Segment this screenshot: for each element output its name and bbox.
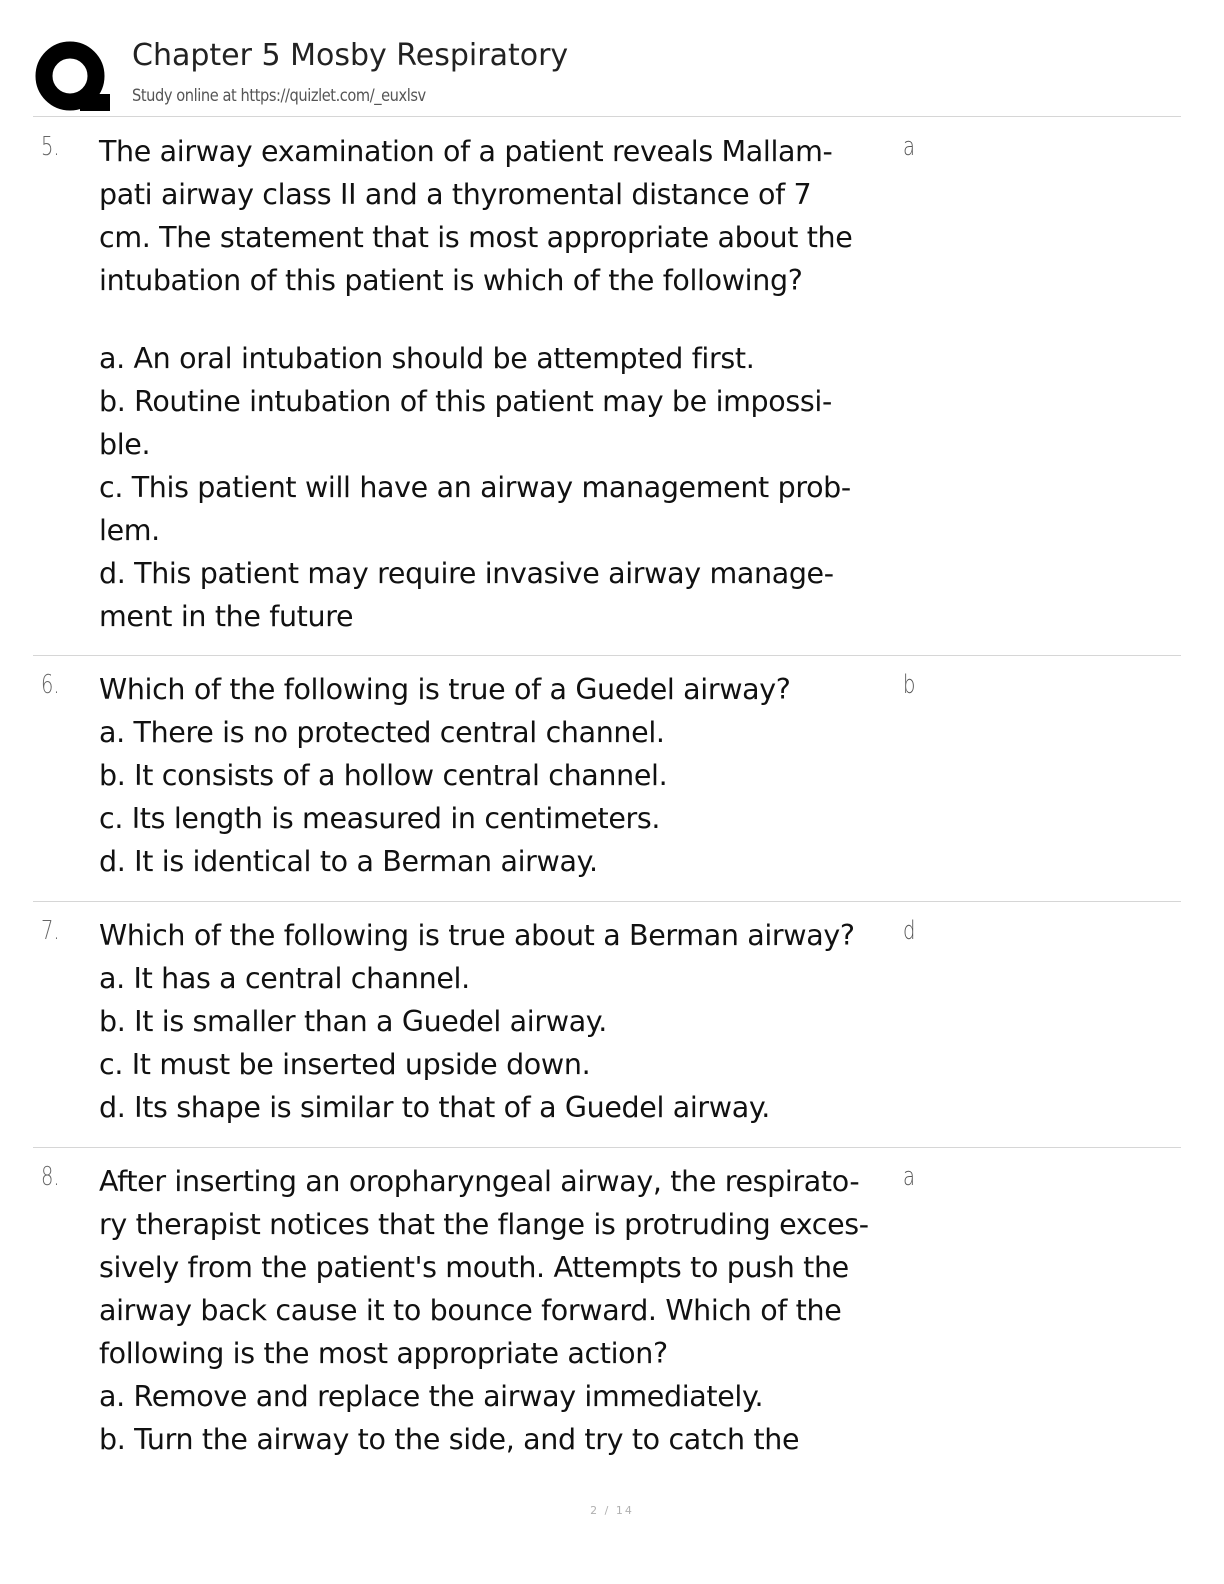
- divider: [33, 1147, 1181, 1148]
- page-title: Chapter 5 Mosby Respiratory: [132, 38, 569, 73]
- question-line: Which of the following is true of a Guedel airway?: [99, 673, 791, 706]
- quizlet-logo-icon: [34, 38, 110, 114]
- question-line: cm. The statement that is most appropriate about the: [99, 221, 853, 254]
- answer-key: a: [903, 1162, 915, 1192]
- page-header: [30, 30, 1180, 116]
- answer-option: b. Turn the airway to the side, and try to catch the: [99, 1423, 800, 1456]
- study-online-link[interactable]: Study online at https://quizlet.com/_euxlsv: [132, 86, 426, 106]
- question-line: sively from the patient's mouth. Attempts to push the: [99, 1251, 849, 1284]
- answer-option: d. Its shape is similar to that of a Guedel airway.: [99, 1091, 771, 1124]
- question-line: After inserting an oropharyngeal airway, the respirato-: [99, 1165, 860, 1198]
- answer-option: a. There is no protected central channel.: [99, 716, 665, 749]
- question-number: 7.: [41, 916, 60, 946]
- answer-option: b. It is smaller than a Guedel airway.: [99, 1005, 607, 1038]
- answer-option: lem.: [99, 514, 160, 547]
- question-line: pati airway class II and a thyromental distance of 7: [99, 178, 812, 211]
- divider: [33, 116, 1181, 117]
- question-text: [99, 914, 899, 1129]
- question-line: Which of the following is true about a Berman airway?: [99, 919, 855, 952]
- answer-option: c. This patient will have an airway management prob-: [99, 471, 851, 504]
- answer-option: d. It is identical to a Berman airway.: [99, 845, 598, 878]
- spacer: [99, 302, 899, 337]
- question-line: intubation of this patient is which of the following?: [99, 264, 803, 297]
- answer-key: a: [903, 132, 915, 162]
- divider: [33, 901, 1181, 902]
- answer-option: a. Remove and replace the airway immediately.: [99, 1380, 764, 1413]
- question-line: ry therapist notices that the flange is protruding exces-: [99, 1208, 869, 1241]
- question-number: 8.: [41, 1162, 60, 1192]
- question-line: The airway examination of a patient reveals Mallam-: [99, 135, 833, 168]
- answer-key: d: [903, 916, 916, 946]
- divider: [33, 655, 1181, 656]
- answer-option: d. This patient may require invasive airway manage-: [99, 557, 834, 590]
- question-text: [99, 1160, 899, 1461]
- answer-option: a. It has a central channel.: [99, 962, 470, 995]
- question-line: airway back cause it to bounce forward. Which of the: [99, 1294, 842, 1327]
- answer-option: a. An oral intubation should be attempted first.: [99, 342, 755, 375]
- question-text: [99, 668, 899, 883]
- question-number: 5.: [41, 132, 60, 162]
- question-number: 6.: [41, 670, 60, 700]
- answer-option: c. Its length is measured in centimeters.: [99, 802, 661, 835]
- answer-option: ment in the future: [99, 600, 354, 633]
- question-text: [99, 130, 899, 638]
- answer-option: b. It consists of a hollow central channel.: [99, 759, 668, 792]
- page-indicator: 2 / 14: [590, 1504, 634, 1517]
- answer-option: c. It must be inserted upside down.: [99, 1048, 591, 1081]
- answer-option: b. Routine intubation of this patient may be impossi-: [99, 385, 832, 418]
- answer-key: b: [903, 670, 916, 700]
- answer-option: ble.: [99, 428, 151, 461]
- question-line: following is the most appropriate action?: [99, 1337, 668, 1370]
